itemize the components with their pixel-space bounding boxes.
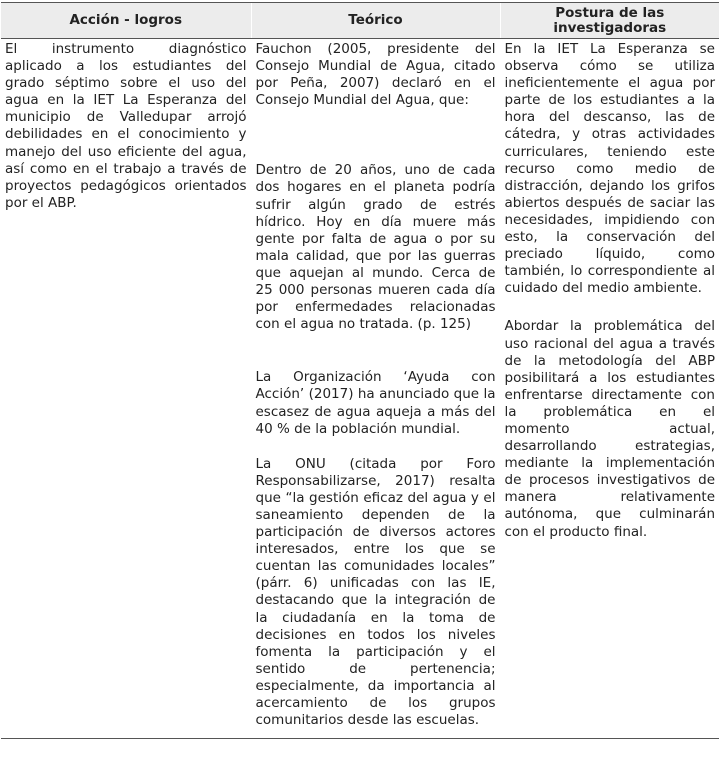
header-teorico: Teórico	[251, 3, 500, 39]
teorico-paragraph-2: La Organización ‘Ayuda con Acción’ (2017) ha anunciado que la escasez de agua aqueja a más del 40 % de la población mundial.	[255, 369, 496, 437]
postura-paragraph-1: En la IET La Esperanza se observa cómo se utiliza ineficientemente el agua por parte de los estudiantes a la hora del descanso, las de cátedra, y otras actividades curriculares, teniendo este recurso como medio de distracción, dejando los grifos abiertos después de saciar las necesidades, impidiendo con esto, la conservación del preciado líquido, como también, lo correspondiente al cuidado del medio ambiente.	[504, 41, 715, 297]
header-postura: Postura de las investigadoras	[500, 3, 719, 39]
cell-teorico	[251, 39, 500, 739]
teorico-paragraph-1: Fauchon (2005, presidente del Consejo Mundial de Agua, citado por Peña, 2007) declaró en el Consejo Mundial del Agua, que:	[255, 41, 496, 109]
header-row	[1, 3, 719, 39]
cell-postura	[500, 39, 719, 739]
accion-text: El instrumento diagnóstico aplicado a los estudiantes del grado séptimo sobre el uso del agua en la IET La Esperanza del municipio de Valledupar arrojó debilidades en el conocimiento y manejo del uso eficiente del agua, así como en el trabajo a través de proyectos pedagógicos orientados por el ABP.	[5, 41, 247, 211]
table-row	[1, 39, 719, 739]
teorico-paragraph-3: La ONU (citada por Foro Responsabilizarse, 2017) resalta que “la gestión eficaz del agua y el saneamiento dependen de la participación de diversos actores interesados, entre los que se cuentan las comunidades locales” (párr. 6) unificadas con las IE, destacando que la integración de la ciudadanía en la toma de decisiones en todos los niveles fomenta la participación y el sentido de pertenencia; especialmente, da importancia al acercamiento de los grupos comunitarios desde las escuelas.	[255, 455, 496, 729]
teorico-quote: Dentro de 20 años, uno de cada dos hogares en el planeta podría sufrir algún grado de estrés hídrico. Hoy en día muere más gente por falta de agua o por su mala calidad, que por las guerras que aquejan al mundo. Cerca de 25 000 personas mueren cada día por enfermedades relacionadas con el agua no tratada. (p. 125)	[255, 162, 496, 333]
header-accion: Acción - logros	[1, 3, 251, 39]
postura-paragraph-2: Abordar la problemática del uso racional del agua a través de la metodología del ABP posibilitará a los estudiantes enfrentarse directamente con la problemática en el momento actual, desarrollando estrategias, mediante la implementación de procesos investigativos de manera relativamente autónoma, que culminarán con el producto final.	[504, 318, 715, 540]
document-table	[1, 2, 719, 739]
cell-accion	[1, 39, 251, 739]
